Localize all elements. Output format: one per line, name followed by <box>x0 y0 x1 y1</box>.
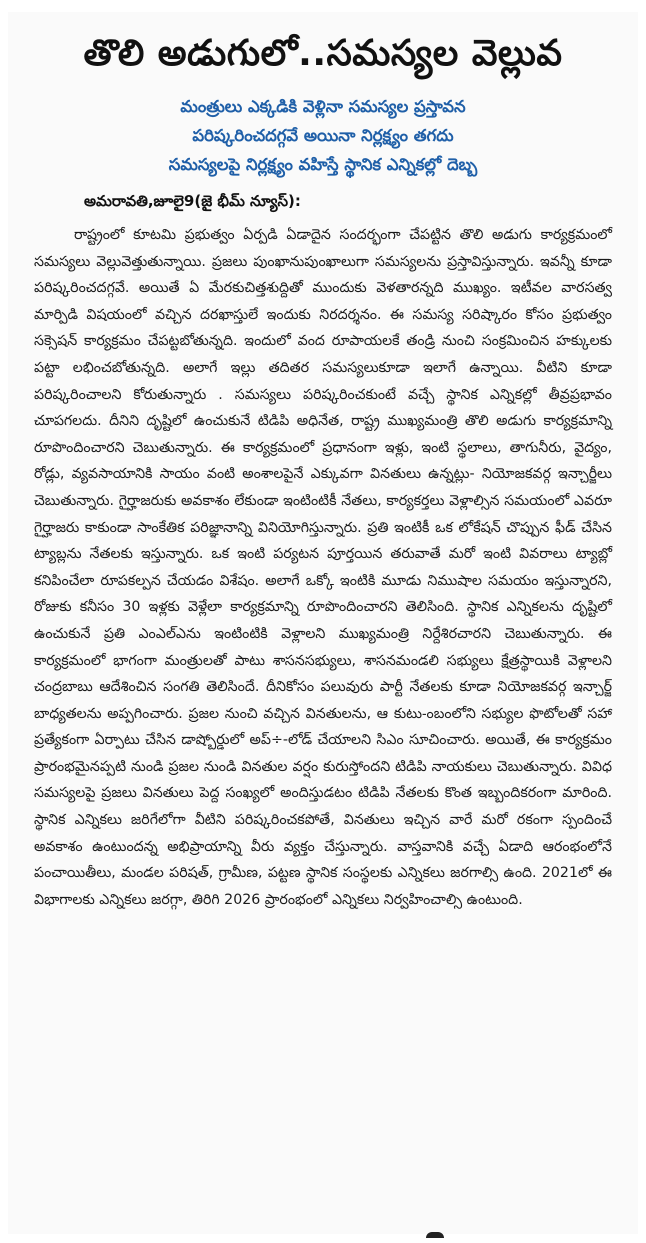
next-column-edge-mark <box>426 1232 444 1238</box>
article-dateline: అమరావతి,జూలై9(జై భీమ్ న్యూస్): <box>84 192 301 210</box>
article-headline: తొలి అడుగులో..సమస్యల వెల్లువ <box>83 33 563 74</box>
subheadline-1: మంత్రులు ఎక్కడికి వెళ్లినా సమస్యల ప్రస్తావన <box>180 97 466 116</box>
subheadline-2: పరిష్కరించదగ్గవే అయినా నిర్లక్ష్యం తగదు <box>192 126 454 145</box>
article-body: రాష్ట్రంలో కూటమి ప్రభుత్వం ఏర్పడి ఏడాదైన సందర్భంగా చేపట్టిన తొలి అడుగు కార్యక్రమంలో సమస్యలు వెల్లువెత్తుతున్నాయి. ప్రజలు పుంఖానుపుంఖాలుగా సమస్యలను ప్రస్తావిస్తున్నారు. ఇవన్నీ కూడా పరిష్కరించదగ్గవే. అయితే ఏ మేరకుచిత్తశుద్దితో ముందుకు వెళతారన్నది ముఖ్యం. ఇటీవల వారసత్వ మార్పిడి విషయంలో వచ్చిన దరఖాస్తులే ఇందుకు నిరదర్శనం. ఈ సమస్య సరిష్కారం కోసం ప్రభుత్వం సక్సెషన్ కార్యక్రమం చేపట్టబోతున్నది. ఇందులో వంద రూపాయలకే తండ్రి నుంచి సంక్రమించిన హక్కులకు పట్టా లభించబోతున్నది. అలాగే ఇల్లు తదితర సమస్యలుకూడా ఇలాగే ఉన్నాయి. వీటిని కూడా పరిష్కరించాలని కోరుతున్నారు . సమస్యలు పరిష్కరించకుంటే వచ్చే స్థానిక ఎన్నికల్లో తీవ్రప్రభావం చూపగలదు. దీనిని దృష్టిలో ఉంచుకునే టిడిపి అధినేత, రాష్ట్ర ముఖ్యమంత్రి తొలి అడుగు కార్యక్రమాన్ని రూపొందించారని చెబుతున్నారు. ఈ కార్యక్రమంలో ప్రధానంగా ఇళ్లు, ఇంటి స్థలాలు, తాగునీరు, వైద్యం, రోడ్లు, వ్యవసాయానికి సాయం వంటి అంశాలపైనే ఎక్కువగా వినతులు ఉన్నట్లు- నియోజకవర్గ ఇన్చార్జీలు చెబుతున్నారు. గైర్హాజరుకు అవకాశం లేకుండా ఇంటింటికీ నేతలు, కార్యకర్తలు వెళ్లాల్సిన సమయంలో ఎవరూ గైర్హాజరు కాకుండా సాంకేతిక పరిజ్ఞానాన్ని వినియోగిస్తున్నారు. ప్రతి ఇంటికీ ఒక లోకేషన్ చొప్పున ఫీడ్ చేసిన ట్యాబ్లను నేతలకు ఇస్తున్నారు. ఒక ఇంటి పర్యటన పూర్తయిన తరువాతే మరో ఇంటి వివరాలు ట్యాబ్లో కనిపించేలా రూపకల్పన చేయడం విశేషం. అలాగే ఒక్కో ఇంటికి మూడు నిముషాల సమయం ఇస్తున్నారని, రోజుకు కనీసం 30 ఇళ్లకు వెళ్లేలా కార్యక్రమాన్ని రూపొందించారని తెలిసింది. స్థానిక ఎన్నికలను దృష్టిలో ఉంచుకునే ప్రతి ఎంఎల్ఎను ఇంటింటికి వెళ్లాలని ముఖ్యమంత్రి నిర్దేశిరచారని చెబుతున్నారు. ఈ కార్యక్రమంలో భాగంగా మంత్రులతో పాటు శాసనసభ్యులు, శాసనమండలి సభ్యులు క్షేత్రస్థాయికి వెళ్లాలని చంద్రబాబు ఆదేశించిన సంగతి తెలిసిందే. దీనికోసం పలువురు పార్టీ నేతలకు కూడా నియోజకవర్గ ఇన్చార్జ్ బాధ్యతలను అప్పగించారు. ప్రజల నుంచి వచ్చిన వినతులను, ఆ కుటు-ంబంలోని సభ్యుల ఫొటోలతో సహా ప్రత్యేకంగా ఏర్పాటు చేసిన డాష్బోర్డులో అప్÷-లోడ్ చేయాలని సిఎం సూచించారు. అయితే, ఈ కార్యక్రమం ప్రారంభమైనప్పటి నుండి ప్రజల నుండి వినతుల వర్షం కురుస్తోందని టిడిపి నాయకులు చెబుతున్నారు. వివిధ సమస్యలపై ప్రజలు వినతులు పెద్ద సంఖ్యలో అందిస్తుడటం టిడిపి నేతలకు కొంత ఇబ్బందికరంగా మారింది. స్థానిక ఎన్నికలు జరిగేలోగా వీటిని పరిష్కరించకపోతే, వినతులు ఇచ్చిన వారే మరో రకంగా స్పందించే అవకాశం ఉంటుందన్న అభిప్రాయాన్ని వీరు వ్యక్తం చేస్తున్నారు. వాస్తవానికి వచ్చే ఏడాది ఆరంభంలోనే పంచాయితీలు, మండల పరిషత్, గ్రామీణ, పట్టణ స్థానిక సంస్థలకు ఎన్నికలు జరగాల్సి ఉంది. 2021లో ఈ విభాగాలకు ఎన్నికలు జరగ్గా, తిరిగి 2026 ప్రారంభంలో ఎన్నికలు నిర్వహించాల్సి ఉంటుంది. <box>34 227 613 908</box>
subheadline-block <box>8 92 638 179</box>
subheadline-3: సమస్యలపై నిర్లక్ష్యం వహిస్తే స్థానిక ఎన్నికల్లో దెబ్బ <box>168 155 478 174</box>
